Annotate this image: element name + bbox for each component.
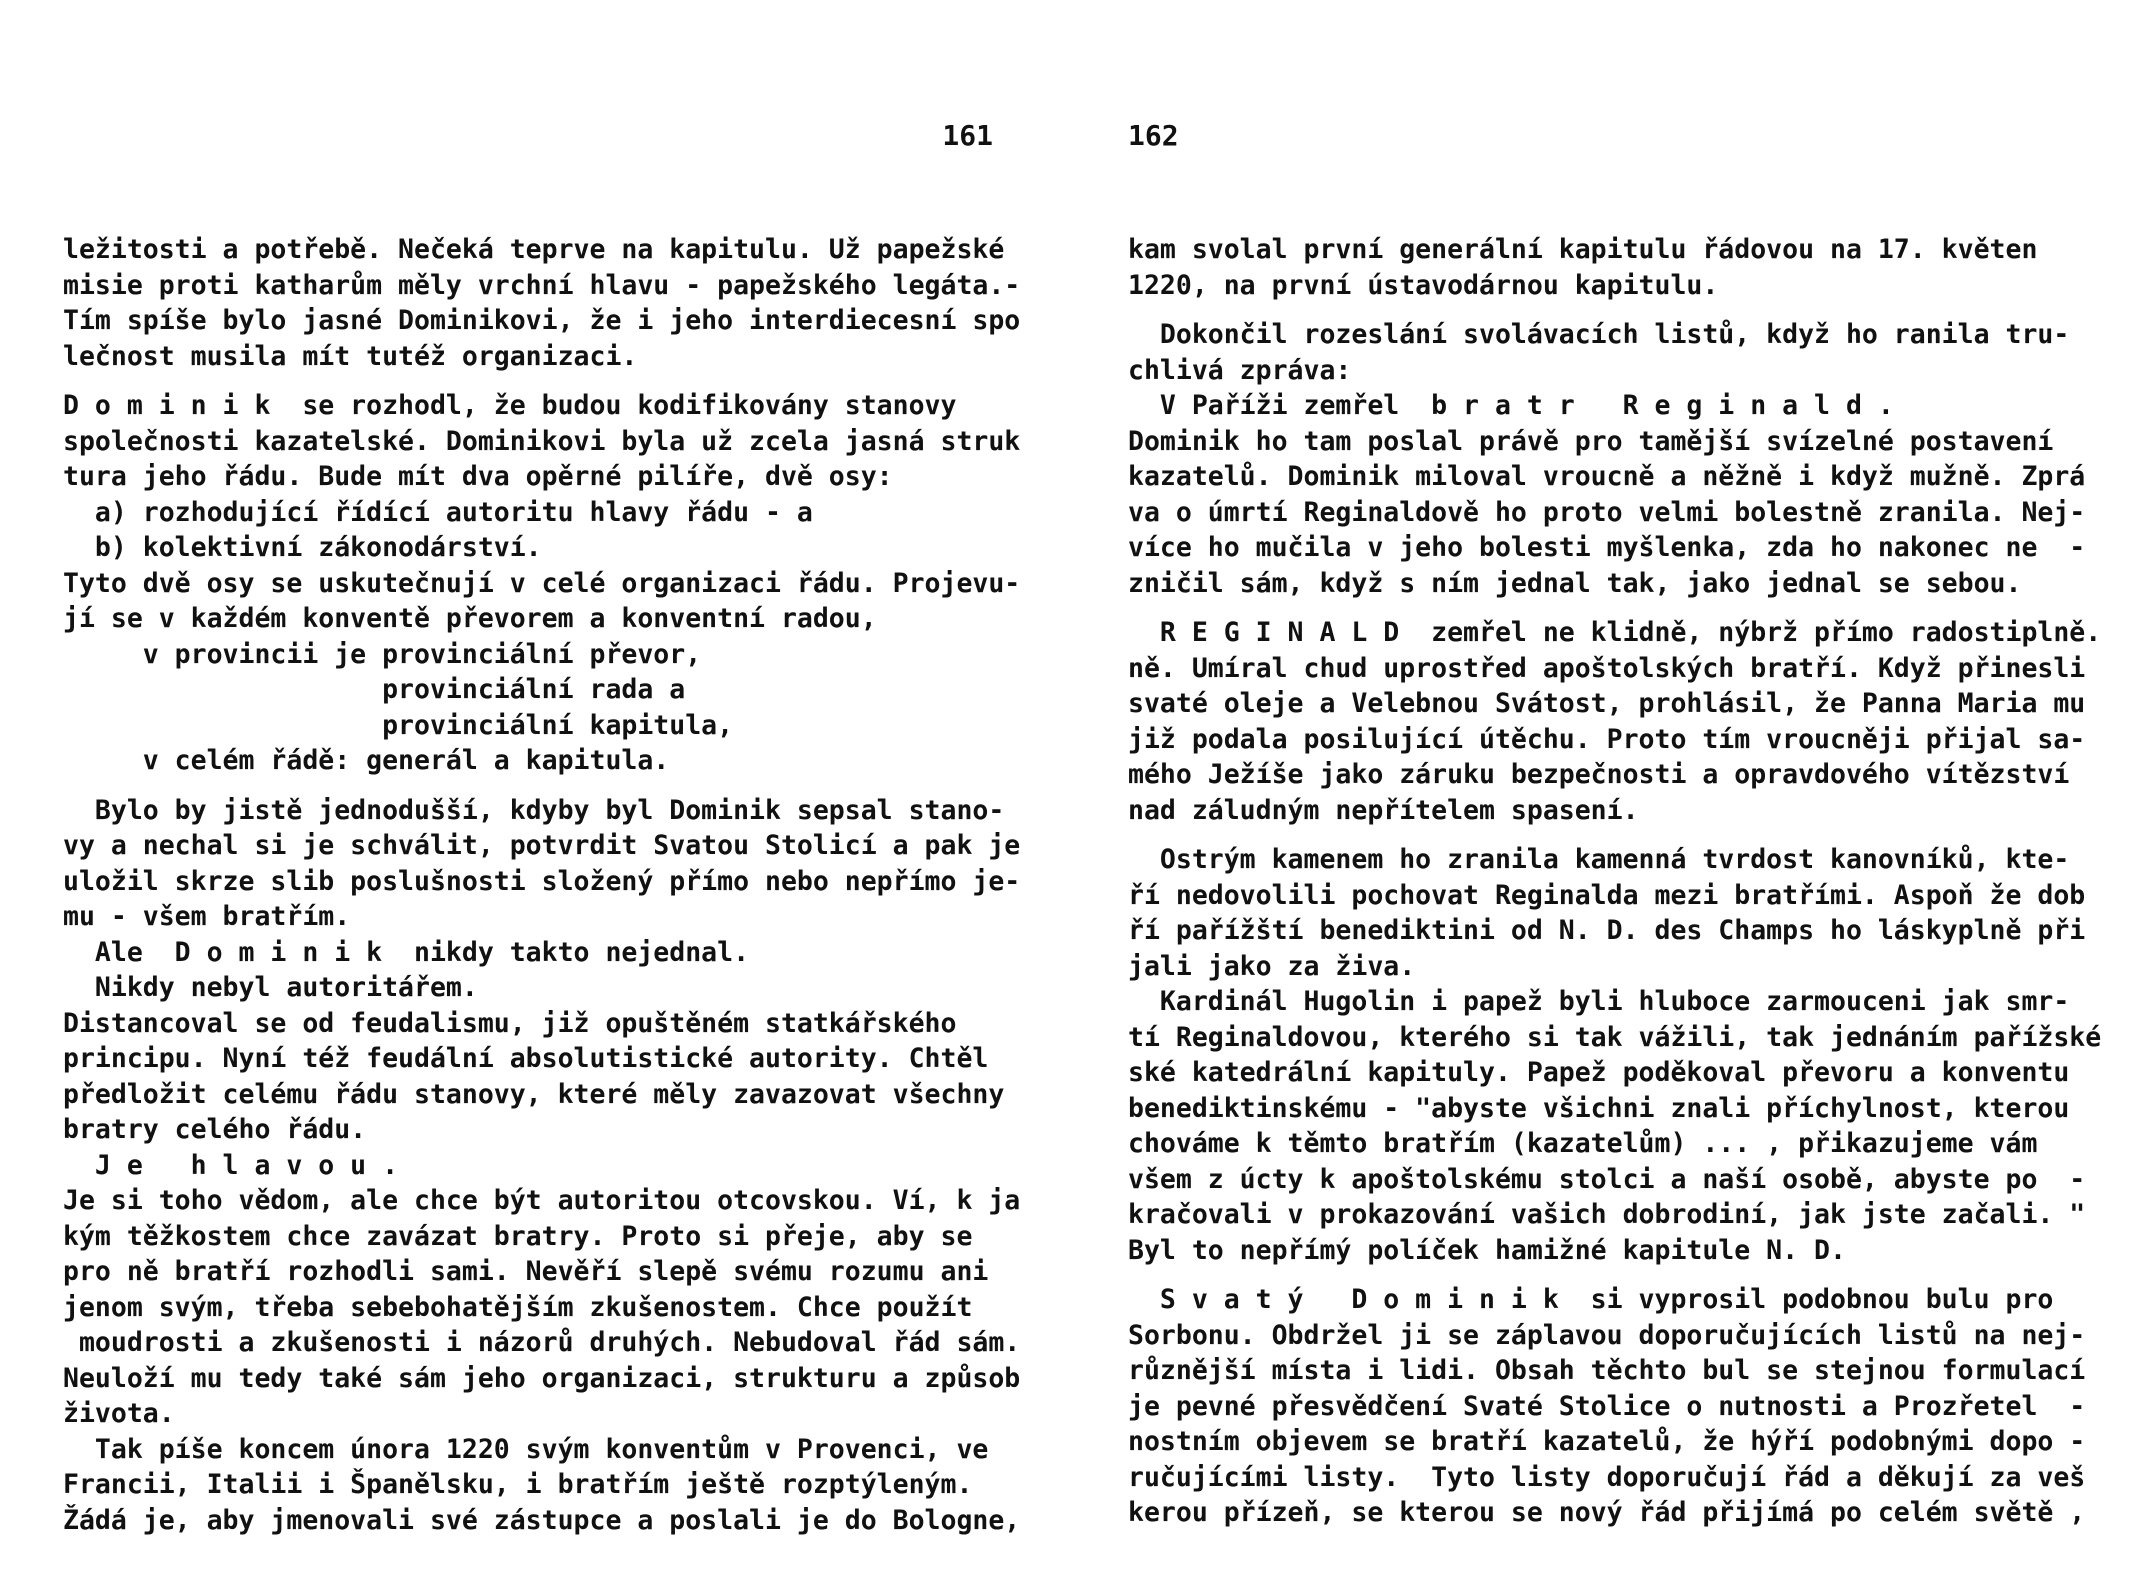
text-line: bratry celého řádu. [63,1114,367,1145]
text-line [1128,601,2098,615]
text-line: a) rozhodující řídící autoritu hlavy řádu - a [63,496,813,528]
text-line: vy a nechal si je schválit, potvrdit Svatou Stolicí a pak je [63,830,1021,861]
text-line: jenom svým, třeba sebebohatějším zkušenostem. Chce použít [63,1291,973,1323]
text-line [1128,303,2098,317]
text-line: Neuloží mu tedy také sám jeho organizaci, strukturu a způsob [63,1362,1021,1394]
text-line: Ostrým kamenem ho zranila kamenná tvrdost kanovníků, kte- [1128,844,2070,875]
text-line: Tak píše koncem února 1220 svým konventům v Provenci, ve [63,1433,989,1465]
text-line: chlivá zpráva: [1128,354,1352,386]
text-line: v provincii je provinciální převor, [63,638,702,670]
text-line: benediktinskému - "abyste všichni znali příchylnost, kterou [1128,1092,2070,1124]
text-line: ří pařížští benediktini od N. D. des Champs ho láskyplně při [1128,915,2086,946]
text-line: chováme k těmto bratřím (kazatelům) ... , přikazujeme vám [1128,1128,2038,1159]
text-line: jí se v každém konventě převorem a konventní radou, [63,603,877,634]
text-line [1128,828,2098,842]
text-line: Kardinál Hugolin i papež byli hluboce zarmouceni jak smr- [1128,986,2070,1017]
right-page-text [1128,232,2102,1531]
page-number: 162 [1128,119,1179,152]
right-page [1128,40,2102,1566]
text-line: již podala posilující útěchu. Proto tím vroucněji přijal sa- [1128,723,2086,755]
text-line: J e h l a v o u . [63,1149,399,1181]
text-line: Francii, Italii i Španělsku, i bratřím ještě rozptýleným. [63,1469,973,1500]
text-line: moudrosti a zkušenosti i názorů druhých. Nebudoval řád sám. [63,1327,1021,1358]
text-line: ležitosti a potřebě. Nečeká teprve na kapitulu. Už papežské [63,234,1005,265]
text-line: uložil skrze slib poslušnosti složený přímo nebo nepřímo je- [63,865,1021,897]
text-line: tura jeho řádu. Bude mít dva opěrné pilíře, dvě osy: [63,461,893,492]
text-line: více ho mučila v jeho bolesti myšlenka, zda ho nakonec ne - [1128,532,2086,563]
text-line: předložit celému řádu stanovy, které měly zavazovat všechny [63,1078,1005,1110]
text-line: ří nedovolili pochovat Reginalda mezi bratřími. Aspoň že dob [1128,879,2086,911]
text-line: nad záludným nepřítelem spasení. [1128,794,1639,826]
text-line: b) kolektivní zákonodárství. [63,532,542,563]
text-line: va o úmrtí Reginaldově ho proto velmi bolestně zranila. Nej- [1128,496,2086,528]
text-line: Je si toho vědom, ale chce být autoritou otcovskou. Ví, k ja [63,1185,1021,1216]
text-line: 1220, na první ústavodárnou kapitulu. [1128,269,1719,301]
text-line: provinciální rada a [63,674,686,705]
text-line: svaté oleje a Velebnou Svátost, prohlásil, že Panna Maria mu [1128,688,2086,719]
text-line [63,779,1043,793]
text-line [1128,1268,2098,1282]
text-line: V Paříži zemřel b r a t r R e g i n a l d . [1128,390,1894,421]
text-line: Byl to nepřímý políček hamižné kapitule N. D. [1128,1234,1846,1266]
text-line: Distancoval se od feudalismu, již opuštěném statkářského [63,1007,957,1039]
text-line: Tím spíše bylo jasné Dominikovi, že i jeho interdiecesní spo [63,305,1021,336]
text-line: jali jako za živa. [1128,950,1416,982]
text-line: života. [63,1398,175,1429]
text-line: D o m i n i k se rozhodl, že budou kodifikovány stanovy [63,390,957,421]
text-line [63,374,1043,388]
text-line: tí Reginaldovou, kterého si tak vážili, tak jednáním pařížské [1128,1021,2102,1053]
text-line: misie proti katharům měly vrchní hlavu - papežského legáta.- [63,269,1021,301]
text-line: zničil sám, když s ním jednal tak, jako jednal se sebou. [1128,567,2022,599]
text-line: ně. Umíral chud uprostřed apoštolských bratří. Když přinesli [1128,652,2086,684]
text-line: v celém řádě: generál a kapitula. [63,745,670,776]
text-line: mu - všem bratřím. [63,901,351,932]
text-line: lečnost musila mít tutéž organizaci. [63,340,638,372]
text-line: Žádá je, aby jmenovali své zástupce a poslali je do Bologne, [63,1504,1021,1536]
text-line: kračovali v prokazování vašich dobrodiní, jak jste začali. " [1128,1199,2086,1230]
text-line: kazatelů. Dominik miloval vroucně a něžně i když mužně. Zprá [1128,461,2086,492]
text-line: Tyto dvě osy se uskutečnují v celé organizaci řádu. Projevu- [63,567,1021,599]
text-line: kerou přízeň, se kterou se nový řád přijímá po celém světě , [1128,1497,2086,1528]
text-line: Sorbonu. Obdržel ji se záplavou doporučujících listů na nej- [1128,1319,2086,1351]
text-line: různější místa i lidi. Obsah těchto bul se stejnou formulací [1128,1355,2086,1386]
text-line: principu. Nyní též feudální absolutistické autority. Chtěl [63,1043,989,1074]
text-line: pro ně bratří rozhodli sami. Nevěří slepě svému rozumu ani [63,1256,989,1287]
text-line: Dokončil rozeslání svolávacích listů, když ho ranila tru- [1128,319,2070,350]
text-line: S v a t ý D o m i n i k si vyprosil podobnou bulu pro [1128,1284,2054,1315]
text-line: R E G I N A L D zemřel ne klidně, nýbrž přímo radostiplně. [1128,617,2102,648]
text-line: Bylo by jistě jednodušší, kdyby byl Dominik sepsal stano- [63,794,1005,826]
text-line: Nikdy nebyl autoritářem. [63,972,478,1003]
left-page-text [63,232,1043,1538]
text-line: mého Ježíše jako záruku bezpečnosti a opravdového vítězství [1128,759,2070,790]
left-page [63,40,1043,1574]
text-line: ské katedrální kapituly. Papež poděkoval převoru a konventu [1128,1057,2070,1088]
text-line: společnosti kazatelské. Dominikovi byla už zcela jasná struk [63,425,1021,457]
text-line: kým těžkostem chce zavázat bratry. Proto si přeje, aby se [63,1220,973,1252]
text-line: nostním objevem se bratří kazatelů, že hýří podobnými dopo - [1128,1426,2086,1457]
text-line: všem z úcty k apoštolskému stolci a naší osobě, abyste po - [1128,1163,2086,1195]
text-line: provinciální kapitula, [63,709,734,741]
text-line: Ale D o m i n i k nikdy takto nejednal. [63,936,750,968]
text-line: Dominik ho tam poslal právě pro tamější svízelné postavení [1128,425,2054,457]
text-line: ručujícími listy. Tyto listy doporučují řád a děkují za veš [1128,1461,2086,1493]
page-number: 161 [942,119,993,152]
text-line: je pevné přesvědčení Svaté Stolice o nutnosti a Prozřetel - [1128,1390,2086,1422]
text-line: kam svolal první generální kapitulu řádovou na 17. květen [1128,234,2038,265]
